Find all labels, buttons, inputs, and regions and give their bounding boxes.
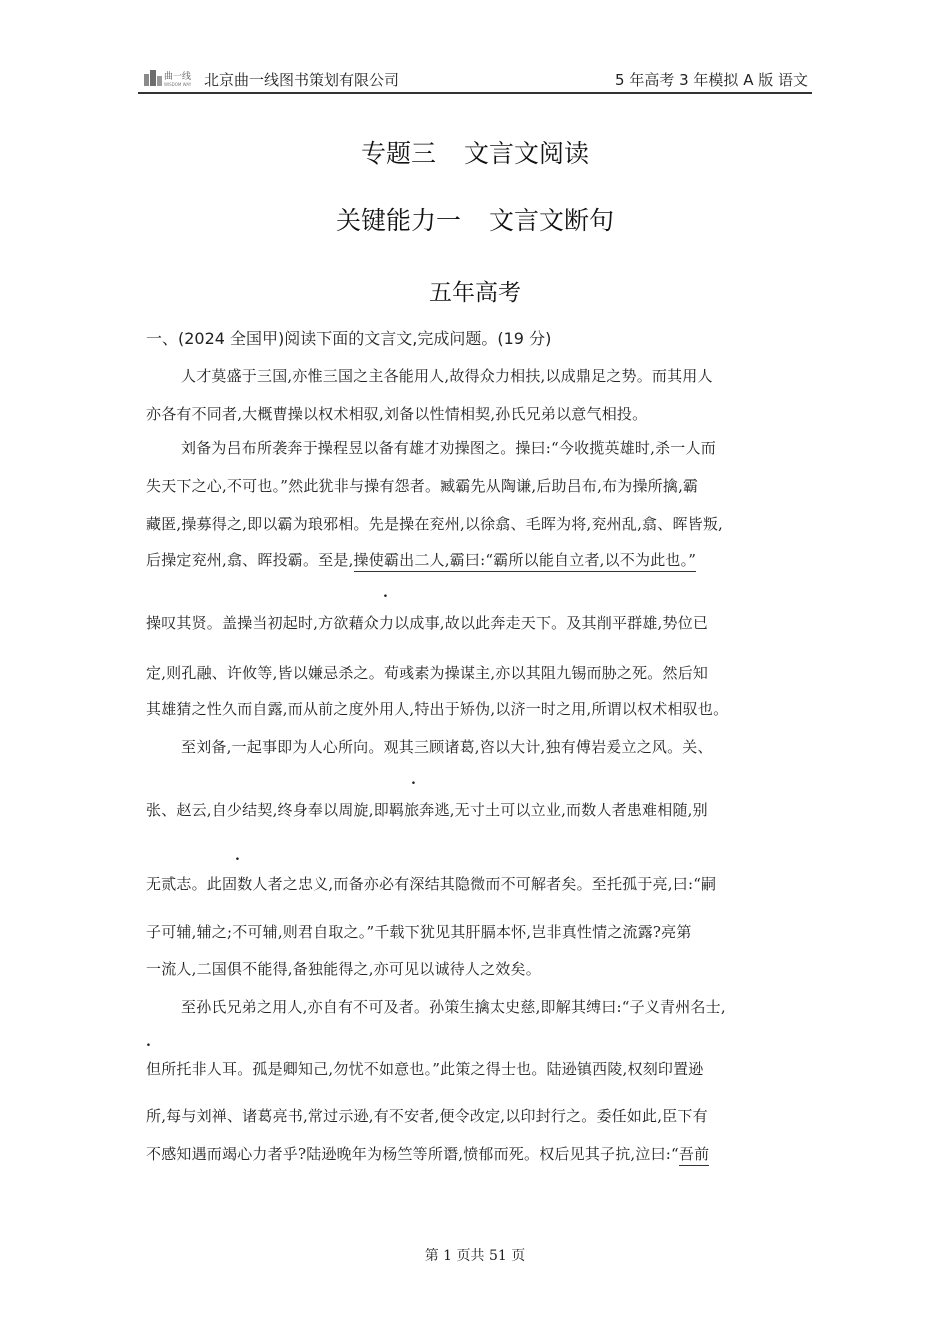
emphasis-dot: .	[411, 772, 416, 788]
passage-line: 张、赵云,自少结契,终身奉以周旋,即羁旅奔逃,无寸土可以立业,而数人者患难相随,别	[146, 801, 708, 819]
passage-line: 无贰志。此固数人者之忠义,而备亦必有深结其隐微而不可解者矣。至托孤于亮,曰:“嗣	[146, 875, 717, 893]
passage-line	[146, 1143, 709, 1164]
passage-line: 其雄猜之性久而自露,而从前之度外用人,特出于矫伪,以济一时之用,所谓以权术相驭也。	[146, 700, 729, 718]
passage-text: 不感知遇而竭心力者乎?陆逊晚年为杨竺等所谮,愤郁而死。权后见其子抗,泣曰:“	[146, 1145, 679, 1163]
question-heading: 一、(2024 全国甲)阅读下面的文言文,完成问题。(19 分)	[146, 329, 552, 348]
publisher-logo	[142, 68, 204, 88]
passage-line: 至孙氏兄弟之用人,亦自有不可及者。孙策生擒太史慈,即解其缚曰:“子义青州名士,	[181, 998, 726, 1016]
passage-line: 操叹其贤。盖操当初起时,方欲藉众力以成事,故以此奔走天下。及其削平群雄,势位已	[146, 614, 709, 632]
emphasis-dot: .	[235, 848, 240, 864]
passage-text: 后操定兖州,翕、晖投霸。至是,	[146, 551, 354, 569]
topic-title: 专题三 文言文阅读	[361, 139, 589, 168]
passage-line: 一流人,二国俱不能得,备独能得之,亦可见以诚待人之效矣。	[146, 960, 541, 978]
page-header	[138, 66, 812, 94]
logo-text: 曲一线	[164, 72, 192, 82]
emphasis-dot: .	[383, 585, 388, 601]
passage-line: 子可辅,辅之;不可辅,则君自取之。”千载下犹见其肝膈本怀,岂非真性情之流露?亮第	[146, 923, 692, 941]
passage-line: 失天下之心,不可也。”然此犹非与操有怨者。臧霸先从陶谦,后助吕布,布为操所擒,霸	[146, 477, 699, 495]
passage-line: 所,每与刘禅、诸葛亮书,常过示逊,有不安者,便令改定,以印封行之。委任如此,臣下有	[146, 1107, 708, 1125]
book-title: 5 年高考 3 年模拟 A 版 语文	[615, 71, 808, 89]
company-name: 北京曲一线图书策划有限公司	[204, 71, 400, 89]
passage-line: 刘备为吕布所袭奔于操程昱以备有雄才劝操图之。操曰:“今收揽英雄时,杀一人而	[181, 439, 716, 457]
passage-line: 但所托非人耳。孤是卿知己,勿忧不如意也。”此策之得士也。陆逊镇西陵,权刻印置逊	[146, 1060, 704, 1078]
passage-line: 人才莫盛于三国,亦惟三国之主各能用人,故得众力相扶,以成鼎足之势。而其用人	[181, 367, 713, 385]
ability-title: 关键能力一 文言文断句	[336, 206, 614, 235]
passage-line: 定,则孔融、许攸等,皆以嫌忌杀之。荀彧素为操谋主,亦以其阻九锡而胁之死。然后知	[146, 664, 709, 682]
section-title: 五年高考	[429, 280, 521, 306]
logo-subtext: WISDOM WAY	[164, 82, 192, 87]
passage-line	[146, 549, 696, 570]
passage-line: 亦各有不同者,大概曹操以权术相驭,刘备以性情相契,孙氏兄弟以意气相投。	[146, 405, 648, 423]
passage-line: 至刘备,一起事即为人心所向。观其三顾诸葛,咨以大计,独有傅岩爰立之风。关、	[181, 738, 713, 756]
passage-line: 藏匿,操募得之,即以霸为琅邪相。先是操在兖州,以徐翕、毛晖为将,兖州乱,翕、晖皆叛,	[146, 515, 724, 533]
underlined-sentence: 操使霸出二人,霸曰:“霸所以能自立者,以不为此也。”	[354, 551, 697, 572]
page-number: 第 1 页共 51 页	[424, 1248, 526, 1264]
underlined-sentence: 吾前	[679, 1145, 709, 1166]
emphasis-dot: .	[146, 1034, 151, 1050]
